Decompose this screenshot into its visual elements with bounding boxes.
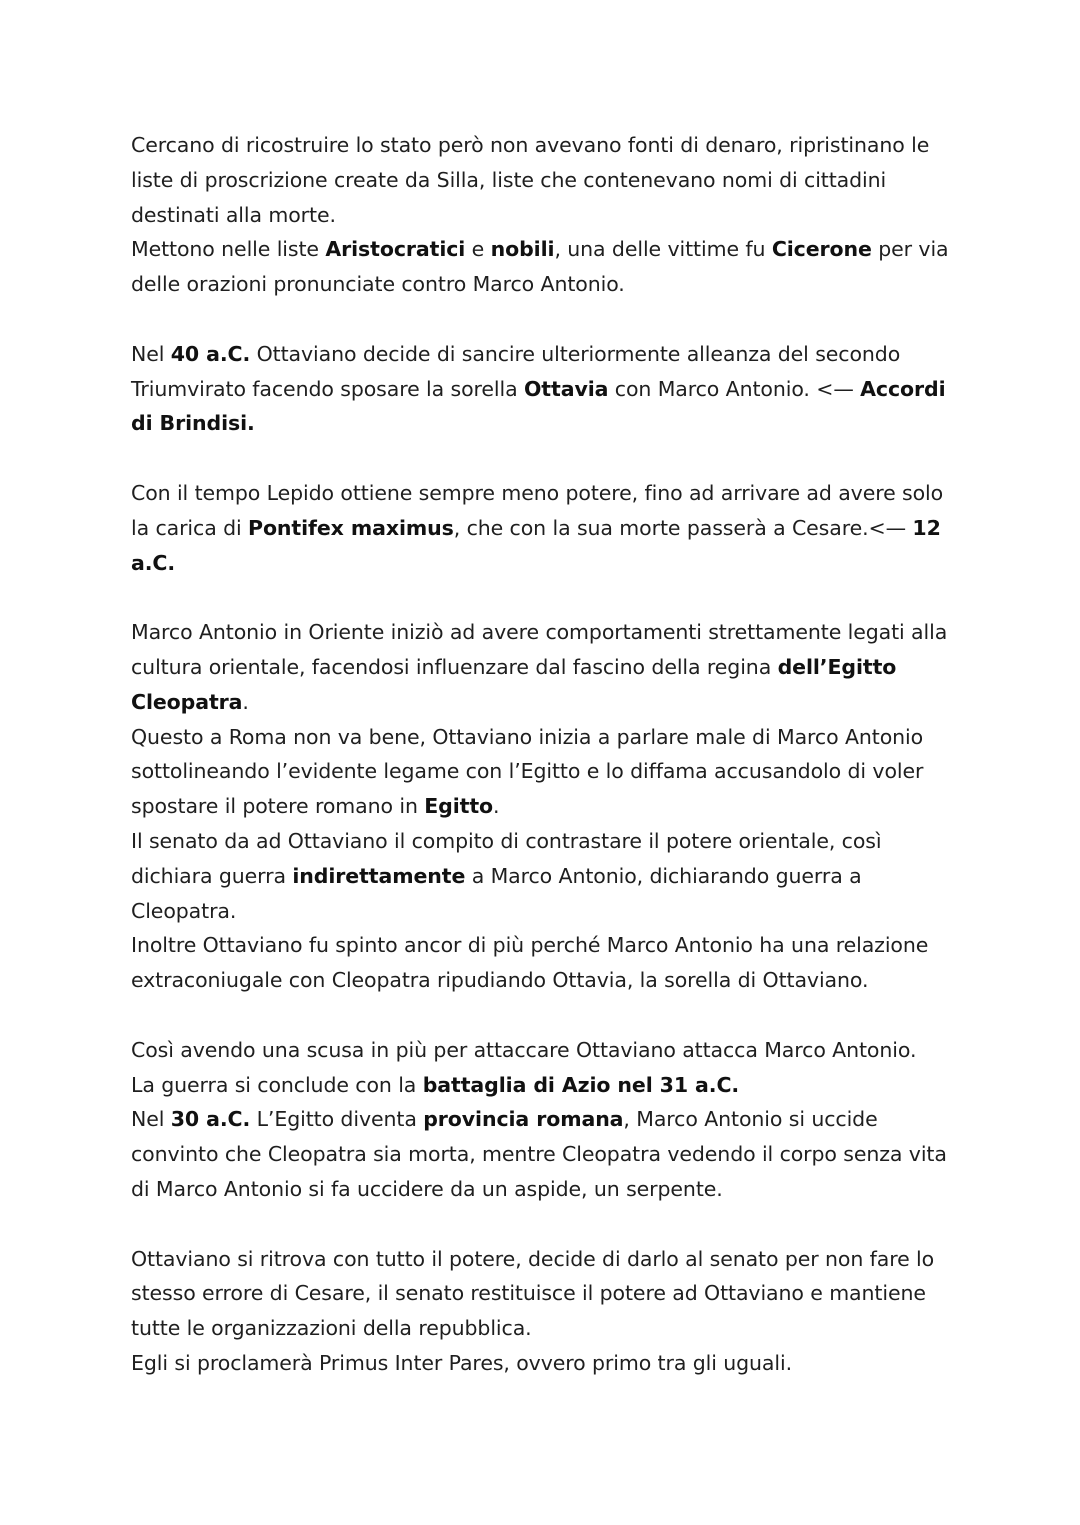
text-section bbox=[131, 1242, 961, 1381]
text-run: Inoltre Ottaviano fu spinto ancor di più perché Marco Antonio ha una relazione extraconiugale con Cleopatra ripudiando Ottavia, la sorella di Ottaviano. bbox=[131, 933, 929, 993]
bold-text: dell’Egitto Cleopatra bbox=[131, 654, 897, 714]
text-run: Ottaviano decide di sancire ulteriormente alleanza del secondo Triumvirato facendo sposare la sorella bbox=[131, 341, 901, 401]
text-run: L’Egitto diventa bbox=[250, 1107, 424, 1132]
paragraph bbox=[131, 1242, 961, 1346]
text-run: Nel bbox=[131, 341, 171, 366]
text-section bbox=[131, 337, 961, 441]
paragraph bbox=[131, 476, 961, 580]
text-run: per via delle orazioni pronunciate contro Marco Antonio. bbox=[131, 237, 949, 297]
paragraph-gap bbox=[131, 998, 961, 1033]
paragraph bbox=[131, 720, 961, 824]
document-page bbox=[131, 128, 961, 1381]
paragraph bbox=[131, 615, 961, 719]
paragraph bbox=[131, 232, 961, 302]
bold-text: nobili bbox=[490, 237, 555, 262]
bold-text: provincia romana bbox=[423, 1107, 624, 1132]
text-run: La guerra si conclude con la bbox=[131, 1072, 423, 1097]
text-run: . bbox=[493, 794, 500, 819]
paragraph bbox=[131, 128, 961, 232]
text-section bbox=[131, 1033, 961, 1207]
bold-text: Accordi di Brindisi. bbox=[131, 376, 946, 436]
paragraph bbox=[131, 337, 961, 441]
bold-text: 12 a.C. bbox=[131, 515, 941, 575]
paragraph-gap bbox=[131, 1207, 961, 1242]
text-run: Marco Antonio in Oriente iniziò ad avere comportamenti strettamente legati alla cultura orientale, facendosi influenzare dal fascino della regina bbox=[131, 620, 948, 679]
paragraph-gap bbox=[131, 302, 961, 337]
paragraph-gap bbox=[131, 580, 961, 615]
bold-text: Cicerone bbox=[771, 237, 872, 262]
text-run: Nel bbox=[131, 1107, 171, 1132]
bold-text: 40 a.C. bbox=[170, 341, 251, 366]
bold-text: Pontifex maximus bbox=[248, 515, 454, 540]
text-run: Questo a Roma non va bene, Ottaviano inizia a parlare male di Marco Antonio sottolineando l’evidente legame con l’Egitto e lo diffama accusandolo di voler spostare il potere romano in bbox=[131, 724, 924, 819]
text-run: , una delle vittime fu bbox=[554, 237, 772, 262]
text-run: con Marco Antonio. <— bbox=[608, 376, 861, 401]
paragraph bbox=[131, 1033, 961, 1068]
text-run: Con il tempo Lepido ottiene sempre meno potere, fino ad arrivare ad avere solo la carica di bbox=[131, 480, 944, 540]
bold-text: Egitto bbox=[424, 794, 494, 819]
bold-text: Ottavia bbox=[523, 376, 609, 401]
text-run: e bbox=[465, 237, 491, 262]
paragraph bbox=[131, 1346, 961, 1381]
paragraph bbox=[131, 928, 961, 998]
bold-text: 30 a.C. bbox=[170, 1107, 251, 1132]
bold-text: Aristocratici bbox=[325, 237, 466, 262]
text-run: , Marco Antonio si uccide convinto che Cleopatra sia morta, mentre Cleopatra vedendo il corpo senza vita di Marco Antonio si fa uccidere da un aspide, un serpente. bbox=[131, 1107, 947, 1201]
text-run: . bbox=[242, 689, 249, 714]
paragraph bbox=[131, 1102, 961, 1206]
paragraph bbox=[131, 824, 961, 928]
text-section bbox=[131, 615, 961, 998]
text-run: , che con la sua morte passerà a Cesare.<— bbox=[453, 515, 913, 540]
text-section bbox=[131, 476, 961, 580]
paragraph-gap bbox=[131, 441, 961, 476]
text-run: Così avendo una scusa in più per attaccare Ottaviano attacca Marco Antonio. bbox=[131, 1037, 917, 1062]
text-run: Ottaviano si ritrova con tutto il potere, decide di darlo al senato per non fare lo stesso errore di Cesare, il senato restituisce il potere ad Ottaviano e mantiene tutte le organizzazioni della repubblica. bbox=[131, 1246, 935, 1341]
text-run: Il senato da ad Ottaviano il compito di contrastare il potere orientale, così dichiara guerra bbox=[131, 828, 882, 888]
text-run: Egli si proclamerà Primus Inter Pares, ovvero primo tra gli uguali. bbox=[131, 1350, 792, 1375]
bold-text: battaglia di Azio nel 31 a.C. bbox=[422, 1072, 740, 1097]
paragraph bbox=[131, 1068, 961, 1103]
text-run: a Marco Antonio, dichiarando guerra a Cleopatra. bbox=[131, 863, 862, 923]
text-section bbox=[131, 128, 961, 302]
text-run: Mettono nelle liste bbox=[131, 237, 326, 262]
text-run: Cercano di ricostruire lo stato però non avevano fonti di denaro, ripristinano le liste di proscrizione create da Silla, liste che contenevano nomi di cittadini destinati alla morte. bbox=[131, 133, 930, 227]
bold-text: indirettamente bbox=[292, 863, 466, 888]
